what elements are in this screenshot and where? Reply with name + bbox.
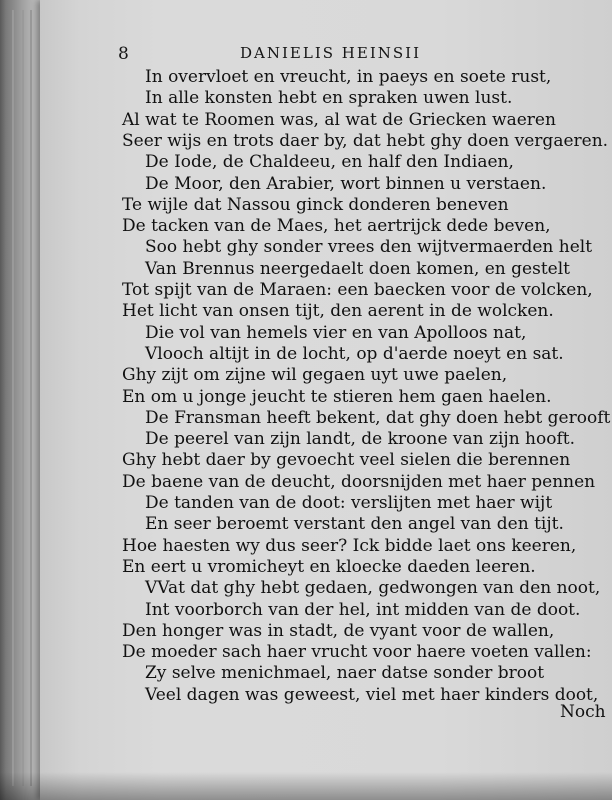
page-edge <box>12 10 14 786</box>
poem-line: Ghy hebt daer by gevoecht veel sielen die berennen <box>122 450 571 471</box>
poem-line: En eert u vromicheyt en kloecke daeden leeren. <box>122 556 536 577</box>
poem-line: Den honger was in stadt, de vyant voor de wallen, <box>122 620 555 641</box>
poem-line: De peerel van zijn landt, de kroone van zijn hooft. <box>145 429 575 450</box>
poem-line: Veel dagen was geweest, viel met haer kinders doot, <box>145 684 599 705</box>
poem-line: De tacken van de Maes, het aertrijck dede beven, <box>122 216 551 237</box>
poem-line: De moeder sach haer vrucht voor haere voeten vallen: <box>122 642 592 663</box>
poem-line: De baene van de deucht, doorsnijden met haer pennen <box>122 471 596 492</box>
poem-line: Hoe haesten wy dus seer? Ick bidde laet ons keeren, <box>122 535 577 556</box>
poem-line: Ghy zijt om zijne wil gegaen uyt uwe paelen, <box>122 365 508 386</box>
poem-line: Die vol van hemels vier en van Apolloos nat, <box>145 322 527 343</box>
running-head: DANIELIS HEINSII <box>240 44 421 62</box>
poem-line: Het licht van onsen tijt, den aerent in de wolcken. <box>122 301 554 322</box>
poem-line: De tanden van de doot: verslijten met haer wijt <box>145 493 553 513</box>
poem-line: En seer beroemt verstant den angel van den tijt. <box>145 514 564 535</box>
page-number: 8 <box>118 44 129 64</box>
catchword: Noch <box>560 702 606 722</box>
poem-line: Vlooch altijt in de locht, op d'aerde noeyt en sat. <box>145 343 564 364</box>
poem-line: Tot spijt van de Maraen: een baecken voor de volcken, <box>122 280 593 300</box>
poem-line: VVat dat ghy hebt gedaen, gedwongen van den noot, <box>145 578 601 599</box>
poem-line: In alle konsten hebt en spraken uwen lust. <box>145 88 513 109</box>
page-edge <box>22 10 24 786</box>
poem-line: En om u jonge jeucht te stieren hem gaen haelen. <box>122 386 552 407</box>
poem-line: Van Brennus neergedaelt doen komen, en gestelt <box>145 258 570 279</box>
poem-line: In overvloet en vreucht, in paeys en soete rust, <box>145 67 552 87</box>
poem-line: Soo hebt ghy sonder vrees den wijtvermaerden helt <box>145 237 593 258</box>
scan-shadow <box>0 772 612 800</box>
poem-line: Zy selve menichmael, naer datse sonder broot <box>145 663 545 684</box>
poem-line: Int voorborch van der hel, int midden van de doot. <box>145 599 581 620</box>
poem-line: Al wat te Roomen was, al wat de Griecken waeren <box>122 109 556 130</box>
page-edge <box>30 10 32 786</box>
poem-line: De Iode, de Chaldeeu, en half den Indiaen, <box>145 152 514 173</box>
poem-line: De Fransman heeft bekent, dat ghy doen hebt gerooft <box>145 407 611 428</box>
poem-line: Te wijle dat Nassou ginck donderen beneven <box>122 194 509 215</box>
poem-line: Seer wijs en trots daer by, dat hebt ghy doen vergaeren. <box>122 130 609 151</box>
poem-line: De Moor, den Arabier, wort binnen u verstaen. <box>145 173 547 194</box>
